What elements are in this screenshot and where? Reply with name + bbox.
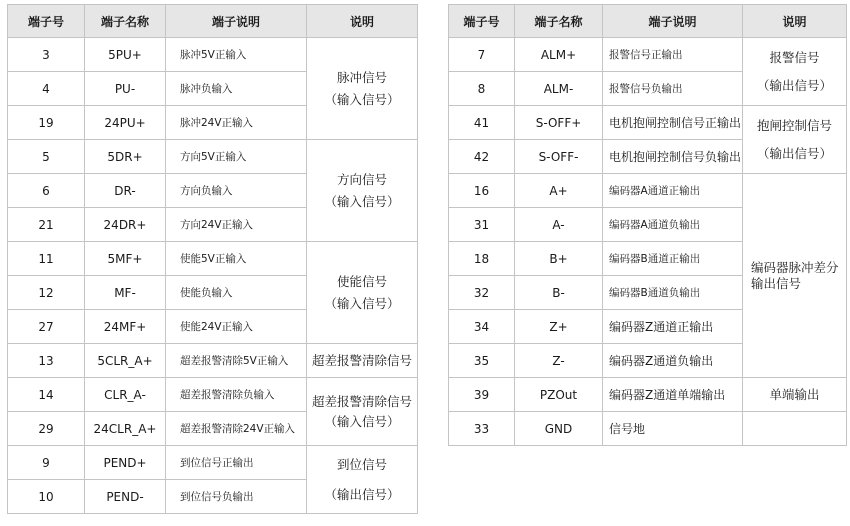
terminal-desc: 超差报警清除24V正输入 [166, 412, 307, 446]
note-line: 编码器脉冲差分 [751, 259, 839, 275]
terminal-name: 5MF+ [85, 242, 166, 276]
header-row [8, 5, 418, 38]
terminal-desc: 编码器A通道负输出 [603, 208, 743, 242]
terminal-no: 32 [449, 276, 515, 310]
note-line: 超差报警清除信号 [311, 393, 412, 409]
note-line: 使能信号 [336, 273, 387, 289]
header-terminal-name: 端子名称 [515, 5, 603, 38]
terminal-desc: 到位信号正输出 [166, 446, 307, 480]
terminal-no: 42 [449, 140, 515, 174]
terminal-desc: 到位信号负输出 [166, 480, 307, 514]
terminal-name: ALM+ [515, 38, 603, 72]
terminal-name: PEND+ [85, 446, 166, 480]
header-terminal-name: 端子名称 [85, 5, 166, 38]
terminal-desc: 报警信号负输出 [603, 72, 743, 106]
terminal-no: 27 [8, 310, 85, 344]
terminal-no: 8 [449, 72, 515, 106]
group-note-clear-alarm-input [307, 378, 418, 446]
group-note-encoder [743, 174, 847, 378]
terminal-no: 35 [449, 344, 515, 378]
group-note-direction [307, 140, 418, 242]
header-note: 说明 [743, 5, 847, 38]
terminal-name: S-OFF- [515, 140, 603, 174]
terminal-name: B- [515, 276, 603, 310]
terminal-no: 4 [8, 72, 85, 106]
header-terminal-no: 端子号 [449, 5, 515, 38]
group-note-brake [743, 106, 847, 174]
note-line: 方向信号 [336, 171, 387, 187]
terminal-name: B+ [515, 242, 603, 276]
terminal-name: 24MF+ [85, 310, 166, 344]
terminal-name: 5PU+ [85, 38, 166, 72]
table-row [449, 412, 847, 446]
terminal-desc: 信号地 [603, 412, 743, 446]
terminal-desc: 编码器Z通道单端输出 [603, 378, 743, 412]
terminal-no: 10 [8, 480, 85, 514]
terminal-desc: 编码器B通道负输出 [603, 276, 743, 310]
note-line: （输入信号） [324, 91, 400, 107]
table-row [449, 38, 847, 72]
terminal-no: 9 [8, 446, 85, 480]
header-terminal-no: 端子号 [8, 5, 85, 38]
terminal-desc: 脉冲负输入 [166, 72, 307, 106]
terminal-no: 18 [449, 242, 515, 276]
terminal-name: 24DR+ [85, 208, 166, 242]
terminal-no: 31 [449, 208, 515, 242]
terminal-no: 11 [8, 242, 85, 276]
terminal-desc: 使能负输入 [166, 276, 307, 310]
terminal-desc: 电机抱闸控制信号正输出 [603, 106, 743, 140]
table-row [8, 140, 418, 174]
note-line: （输出信号） [756, 145, 832, 161]
terminal-desc: 脉冲5V正输入 [166, 38, 307, 72]
terminal-name: 24CLR_A+ [85, 412, 166, 446]
header-row [449, 5, 847, 38]
group-note-clear-alarm: 超差报警清除信号 [307, 344, 418, 378]
table-row [8, 38, 418, 72]
terminal-name: PEND- [85, 480, 166, 514]
terminal-no: 19 [8, 106, 85, 140]
table-row [449, 106, 847, 140]
group-note-alarm [743, 38, 847, 106]
terminal-name: 5CLR_A+ [85, 344, 166, 378]
right-terminal-table [448, 4, 847, 446]
note-line: 报警信号 [769, 49, 820, 65]
table-row [8, 378, 418, 412]
note-line: （输入信号） [324, 295, 400, 311]
terminal-desc: 使能5V正输入 [166, 242, 307, 276]
terminal-name: CLR_A- [85, 378, 166, 412]
terminal-no: 7 [449, 38, 515, 72]
table-row [8, 446, 418, 480]
group-note-in-position [307, 446, 418, 514]
left-terminal-table [7, 4, 418, 514]
terminal-no: 29 [8, 412, 85, 446]
table-row [8, 344, 418, 378]
note-line: 输出信号 [751, 275, 802, 291]
group-note-single-ended: 单端输出 [743, 378, 847, 412]
terminal-no: 34 [449, 310, 515, 344]
terminal-no: 41 [449, 106, 515, 140]
terminal-no: 21 [8, 208, 85, 242]
header-terminal-desc: 端子说明 [603, 5, 743, 38]
terminal-name: A- [515, 208, 603, 242]
terminal-desc: 脉冲24V正输入 [166, 106, 307, 140]
terminal-name: ALM- [515, 72, 603, 106]
note-line: （输出信号） [324, 486, 400, 502]
terminal-name: Z- [515, 344, 603, 378]
header-terminal-desc: 端子说明 [166, 5, 307, 38]
terminal-name: GND [515, 412, 603, 446]
terminal-name: 5DR+ [85, 140, 166, 174]
terminal-no: 14 [8, 378, 85, 412]
terminal-desc: 使能24V正输入 [166, 310, 307, 344]
terminal-no: 3 [8, 38, 85, 72]
terminal-desc: 电机抱闸控制信号负输出 [603, 140, 743, 174]
header-note: 说明 [307, 5, 418, 38]
terminal-no: 33 [449, 412, 515, 446]
terminal-name: MF- [85, 276, 166, 310]
terminal-desc: 编码器B通道正输出 [603, 242, 743, 276]
terminal-no: 13 [8, 344, 85, 378]
terminal-desc: 方向5V正输入 [166, 140, 307, 174]
note-line: 到位信号 [336, 456, 387, 472]
note-line: （输入信号） [324, 193, 400, 209]
note-line: 抱闸控制信号 [756, 117, 832, 133]
terminal-desc: 超差报警清除负输入 [166, 378, 307, 412]
terminal-desc: 编码器Z通道正输出 [603, 310, 743, 344]
terminal-desc: 方向24V正输入 [166, 208, 307, 242]
terminal-no: 6 [8, 174, 85, 208]
terminal-name: PU- [85, 72, 166, 106]
terminal-desc: 编码器Z通道负输出 [603, 344, 743, 378]
terminal-name: DR- [85, 174, 166, 208]
terminal-name: 24PU+ [85, 106, 166, 140]
terminal-desc: 报警信号正输出 [603, 38, 743, 72]
terminal-name: Z+ [515, 310, 603, 344]
group-note-enable [307, 242, 418, 344]
note-line: 脉冲信号 [336, 69, 387, 85]
group-note-pulse [307, 38, 418, 140]
terminal-name: A+ [515, 174, 603, 208]
terminal-desc: 超差报警清除5V正输入 [166, 344, 307, 378]
group-note-empty [743, 412, 847, 446]
table-row [449, 378, 847, 412]
table-row [8, 242, 418, 276]
note-line: （输入信号） [324, 413, 400, 429]
table-row [449, 174, 847, 208]
terminal-no: 39 [449, 378, 515, 412]
terminal-name: PZOut [515, 378, 603, 412]
note-line: （输出信号） [756, 77, 832, 93]
terminal-no: 5 [8, 140, 85, 174]
terminal-desc: 方向负输入 [166, 174, 307, 208]
terminal-name: S-OFF+ [515, 106, 603, 140]
terminal-no: 16 [449, 174, 515, 208]
terminal-no: 12 [8, 276, 85, 310]
terminal-desc: 编码器A通道正输出 [603, 174, 743, 208]
